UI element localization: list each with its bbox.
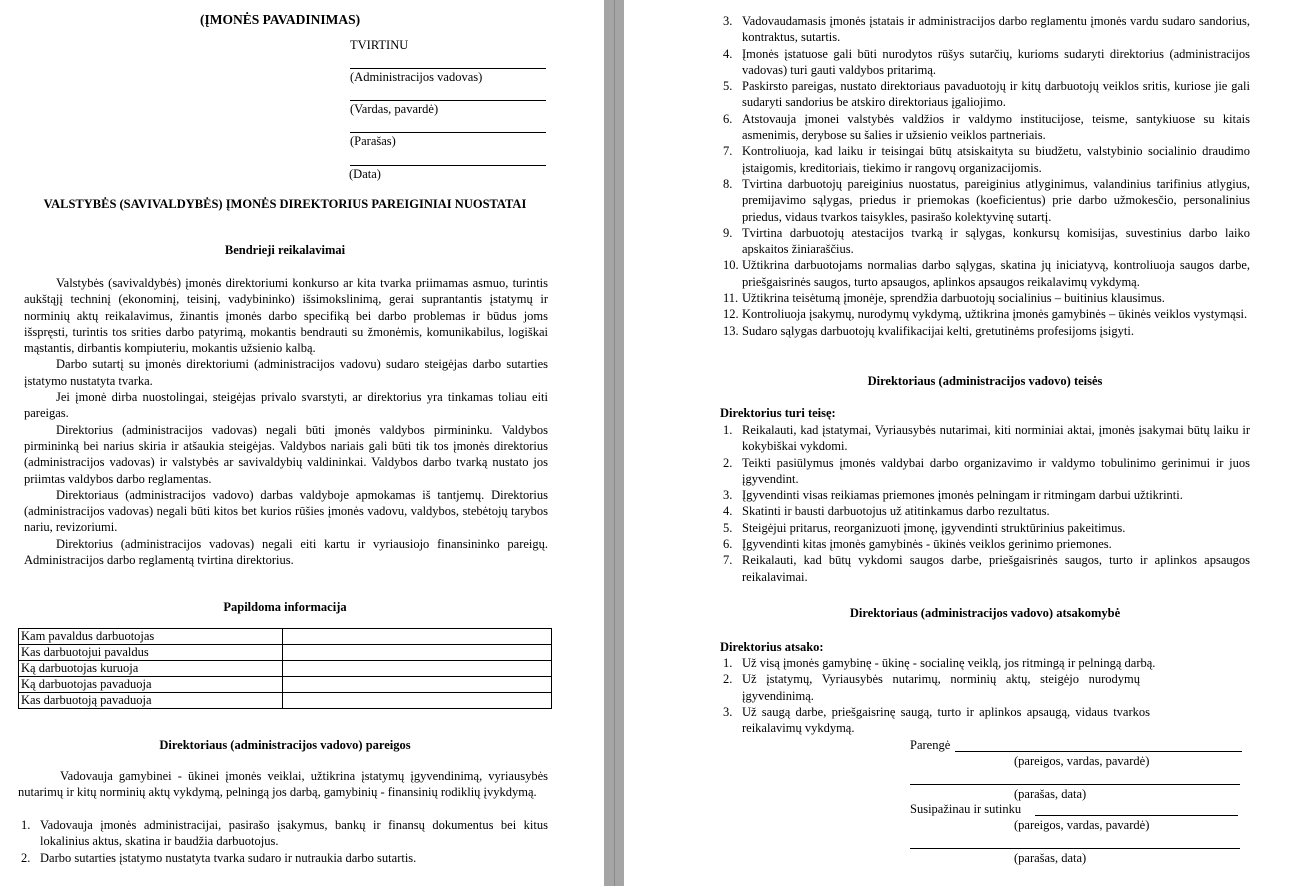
familiar-sign-caption: (parašas, data) bbox=[1014, 851, 1087, 865]
list-item: 4. Skatinti ir bausti darbuotojus už atitinkamus darbo rezultatus. bbox=[723, 504, 1050, 519]
list-item: 11. Užtikrina teisėtumą įmonėje, sprendžia darbuotojų socialinius – buitinius klausimus. bbox=[723, 291, 1165, 306]
paragraph: Darbo sutartį su įmonės direktoriumi (administracijos vadovu) sudaro steigėjas darbo sutarties įstatymo nustatyta tvarka. bbox=[24, 357, 548, 388]
document-title: VALSTYBĖS (SAVIVALDYBĖS) ĮMONĖS DIREKTORIUS PAREIGINIAI NUOSTATAI bbox=[43, 197, 527, 211]
signature-line bbox=[910, 784, 1240, 785]
approve-field-manager: (Administracijos vadovas) bbox=[350, 70, 483, 84]
list-item: 2. Teikti pasiūlymus įmonės valdybai darbo organizavimo ir valdymo tobulinimo gerinimui ir juos įgyvendint. bbox=[723, 455, 1250, 486]
approve-line bbox=[350, 100, 546, 101]
rights-subheading: Direktorius turi teisę: bbox=[720, 406, 836, 420]
duties-list-left bbox=[18, 817, 548, 866]
table-cell-value bbox=[283, 677, 552, 693]
paragraph: Direktoriaus (administracijos vadovo) darbas valdyboje apmokamas iš tantjemų. Direktorius (administracijos vadovas) negali būti kitos bet kurios rūšies įmonės vadovu, valdybos, stebėtojų tarybos nariu, revizoriumi. bbox=[24, 487, 548, 535]
table-cell-label: Ką darbuotojas kuruoja bbox=[19, 661, 283, 677]
rights-list bbox=[720, 422, 1250, 585]
list-item: 2. Darbo sutarties įstatymo nustatyta tvarka sudaro ir nutraukia darbo sutartis. bbox=[21, 850, 417, 865]
approve-field-signature: (Parašas) bbox=[350, 134, 396, 148]
list-item: 13. Sudaro sąlygas darbuotojų kvalifikacijai kelti, gretutinėms profesijoms įsigyti. bbox=[723, 323, 1134, 338]
paragraph: Valstybės (savivaldybės) įmonės direktoriumi konkurso ar kita tvarka priimamas asmuo, turintis aukštąjį techninį (ekonominį, teisinį, vadybininko) išsimokslinimą, gerai suprantantis įstatymų ir norminių aktų reikalavimus, žinantis įmonės darbo specifiką bei darbo problemas ir būdus joms išspręsti, turintis tos srities darbo patyrimą, mokantis bendrauti su žmonėmis, komunikabilus, logiškai mąstantis, dirbantis kompiuteriu, mokantis užsienio kalbą. bbox=[24, 276, 548, 356]
table-row bbox=[19, 661, 552, 677]
signature-line bbox=[1035, 815, 1238, 816]
list-item: 6. Įgyvendinti kitas įmonės gamybinės - ūkinės veiklos gerinimo priemones. bbox=[723, 537, 1112, 552]
duties-list-right bbox=[720, 13, 1250, 339]
familiar-label: Susipažinau ir sutinku bbox=[910, 802, 1022, 816]
duties-intro: Vadovauja gamybinei - ūkinei įmonės veiklai, užtikrina įstatymų įgyvendinimą, vyriausybės nutarimų ir kitų norminių aktų vykdymą, pelningą jos darbą, gamybinių - finansinių rodiklių įvykdymą. bbox=[18, 769, 548, 800]
paragraph: Jei įmonė dirba nuostolingai, steigėjas privalo svarstyti, ar direktorius yra tinkamas toliau eiti pareigas. bbox=[24, 390, 548, 421]
list-item: 3. Įgyvendinti visas reikiamas priemones įmonės pelningam ir ritmingam darbui užtikrinti. bbox=[723, 488, 1183, 503]
general-requirements-heading: Bendrieji reikalavimai bbox=[224, 243, 346, 257]
list-item: 1. Vadovauja įmonės administracijai, pasirašo įsakymus, bankų ir finansų dokumentus bei kitus lokalinius aktus, skatina ir baudžia darbuotojus. bbox=[21, 818, 548, 849]
approve-line bbox=[350, 132, 546, 133]
list-item: 10. Užtikrina darbuotojams normalias darbo sąlygas, skatina jų iniciatyvą, kontroliuoja saugos darbe, priešgaisrinės saugos, turto apsaugos, aplinkos apsaugos reikalavimų vykdymą. bbox=[723, 258, 1250, 289]
table-cell-value bbox=[283, 629, 552, 645]
list-item: 7. Kontroliuoja, kad laiku ir teisingai būtų atsiskaityta su biudžetu, valstybinio socialinio draudimo įstaigomis, kreditoriais, tiekimo ir rangovų organizacijomis. bbox=[723, 144, 1250, 175]
list-item: 1. Reikalauti, kad įstatymai, Vyriausybės nutarimai, kiti norminiai aktai, įmonės įsakymai būtų laiku ir kokybiškai vykdomi. bbox=[723, 423, 1250, 454]
approve-line bbox=[350, 68, 546, 69]
duties-heading: Direktoriaus (administracijos vadovo) pareigos bbox=[159, 738, 411, 752]
additional-info-table bbox=[18, 628, 552, 709]
familiar-position-caption: (pareigos, vardas, pavardė) bbox=[1014, 818, 1150, 832]
table-cell-label: Kas darbuotoją pavaduoja bbox=[19, 693, 283, 709]
prepared-position-caption: (pareigos, vardas, pavardė) bbox=[1014, 754, 1150, 768]
table-cell-value bbox=[283, 661, 552, 677]
company-name: (ĮMONĖS PAVADINIMAS) bbox=[200, 12, 361, 27]
document-page-left bbox=[0, 0, 604, 886]
list-item: 5. Steigėjui pritarus, reorganizuoti įmonę, įgyvendinti struktūrinius pakeitimus. bbox=[723, 520, 1126, 535]
table-cell-label: Kas darbuotojui pavaldus bbox=[19, 645, 283, 661]
paragraph: Direktorius (administracijos vadovas) negali eiti kartu ir vyriausiojo finansininko pareigų. Administracijos darbo reglamentą tvirtina direktorius. bbox=[24, 536, 548, 568]
table-cell-value bbox=[283, 645, 552, 661]
list-item: 5. Paskirsto pareigas, nustato direktoriaus pavaduotojų ir kitų darbuotojų veiklos sritis, kuriose jie gali sudaryti sandorius be atskiro direktoriaus įgaliojimo. bbox=[723, 79, 1250, 110]
list-item: 2. Už įstatymų, Vyriausybės nutarimų, norminių aktų, steigėjo nurodymų įgyvendinimą. bbox=[723, 672, 1140, 703]
general-requirements-body bbox=[24, 275, 548, 568]
document-page-right bbox=[624, 0, 1295, 886]
table-row bbox=[19, 645, 552, 661]
table-row bbox=[19, 693, 552, 709]
list-item: 12. Kontroliuoja įsakymų, nurodymų vykdymą, užtikrina įmonės gamybinės – ūkinės veiklos vystymąsi. bbox=[723, 307, 1248, 322]
list-item: 3. Už saugą darbe, priešgaisrinę saugą, turto ir aplinkos apsaugą, vidaus tvarkos reikalavimų vykdymą. bbox=[723, 704, 1150, 736]
additional-info-heading: Papildoma informacija bbox=[223, 600, 347, 614]
signature-line bbox=[910, 848, 1240, 849]
paragraph: Direktorius (administracijos vadovas) negali būti įmonės valdybos pirmininku. Valdybos pirmininką bei narius skiria ir atšaukia steigėjas. Valdybos nariais gali būti tik tos įmonės direktorius (administracijos vadovas) ir valstybės ar savivaldybių valdininkai. Valdybos darbo tvarką nustato jos priimtas valdybos darbo reglamentas. bbox=[24, 422, 548, 486]
responsibility-heading: Direktoriaus (administracijos vadovo) atsakomybė bbox=[849, 606, 1121, 620]
list-item: 6. Atstovauja įmonei valstybės valdžios ir valdymo institucijose, teisme, santykiuose su kitais asmenimis, derybose su šalies ir užsienio veiklos partneriais. bbox=[723, 111, 1250, 143]
prepared-sign-caption: (parašas, data) bbox=[1014, 787, 1087, 801]
responsibility-list bbox=[720, 655, 1250, 736]
table-cell-label: Ką darbuotojas pavaduoja bbox=[19, 677, 283, 693]
approve-field-date: (Data) bbox=[349, 167, 381, 181]
approve-line bbox=[350, 165, 546, 166]
list-item: 3. Vadovaudamasis įmonės įstatais ir administracijos darbo reglamentu įmonės vardu sudaro sandorius, kontraktus, sutartis. bbox=[723, 14, 1250, 45]
list-item: 1. Už visą įmonės gamybinę - ūkinę - socialinę veiklą, jos ritmingą ir pelningą darbą. bbox=[723, 656, 1156, 670]
approve-field-name: (Vardas, pavardė) bbox=[350, 102, 439, 116]
rights-heading: Direktoriaus (administracijos vadovo) teisės bbox=[867, 374, 1103, 388]
list-item: 8. Tvirtina darbuotojų pareiginius nuostatus, pareiginius atlyginimus, valandinius tarifinius atlygius, premijavimo sąlygas, priedus ir priemokas (koeficientus) prie darbo užmokesčio, personalinius priedus, vidaus tvarkos taisykles, pasirašo kolektyvinę sutartį. bbox=[723, 176, 1250, 224]
list-item: 4. Įmonės įstatuose gali būti nurodytos rūšys sutarčių, kurioms sudaryti direktorius (administracijos vadovas) turi gauti valdybos pritarimą. bbox=[723, 46, 1250, 77]
responsibility-subheading: Direktorius atsako: bbox=[720, 640, 824, 654]
prepared-by-label: Parengė bbox=[910, 738, 951, 752]
approve-label: TVIRTINU bbox=[350, 38, 409, 52]
signature-line bbox=[955, 751, 1242, 752]
table-cell-label: Kam pavaldus darbuotojas bbox=[19, 629, 283, 645]
list-item: 7. Reikalauti, kad būtų vykdomi saugos darbe, priešgaisrinės saugos, turto ir aplinkos apsaugos reikalavimai. bbox=[723, 553, 1250, 584]
table-row bbox=[19, 677, 552, 693]
page-divider bbox=[614, 0, 615, 886]
list-item: 9. Tvirtina darbuotojų atestacijos tvarką ir sąlygas, konkursų komisijas, suvestinius darbo laiko apskaitos žiniaraščius. bbox=[723, 225, 1250, 257]
table-row bbox=[19, 629, 552, 645]
table-cell-value bbox=[283, 693, 552, 709]
